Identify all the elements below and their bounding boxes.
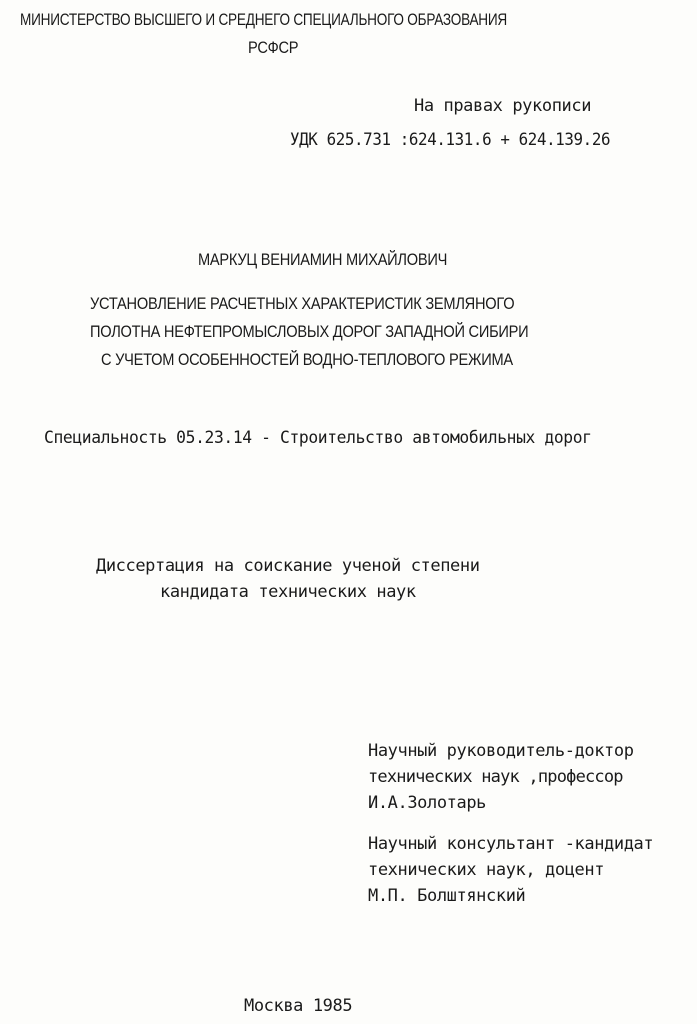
supervisor-line-3: И.А.Золотарь xyxy=(368,793,487,813)
author-name: МАРКУЦ ВЕНИАМИН МИХАЙЛОВИЧ xyxy=(198,250,448,269)
consultant-line-2: технических наук, доцент xyxy=(368,860,605,880)
consultant-line-1: Научный консультант -кандидат xyxy=(368,834,654,854)
manuscript-rights: На правах рукописи xyxy=(414,96,592,116)
udk-code: УДК 625.731 :624.131.6 + 624.139.26 xyxy=(290,130,611,150)
supervisor-line-1: Научный руководитель-доктор xyxy=(368,741,634,761)
specialty: Специальность 05.23.14 - Строительство автомобильных дорог xyxy=(44,428,592,448)
supervisor-line-2: технических наук ,профессор xyxy=(368,767,623,787)
dissertation-line-1: Диссертация на соискание ученой степени xyxy=(96,556,480,576)
ministry-line-2: РСФСР xyxy=(248,38,299,57)
city-year: Москва 1985 xyxy=(244,996,353,1016)
consultant-line-3: М.П. Болштянский xyxy=(368,886,526,906)
ministry-line-1: МИНИСТЕРСТВО ВЫСШЕГО И СРЕДНЕГО СПЕЦИАЛЬНОГО ОБРАЗОВАНИЯ xyxy=(20,10,507,29)
title-line-2: ПОЛОТНА НЕФТЕПРОМЫСЛОВЫХ ДОРОГ ЗАПАДНОЙ СИБИРИ xyxy=(90,322,529,341)
title-line-3: С УЧЕТОМ ОСОБЕННОСТЕЙ ВОДНО-ТЕПЛОВОГО РЕЖИМА xyxy=(101,350,513,369)
dissertation-line-2: кандидата технических наук xyxy=(160,582,416,602)
title-line-1: УСТАНОВЛЕНИЕ РАСЧЕТНЫХ ХАРАКТЕРИСТИК ЗЕМЛЯНОГО xyxy=(90,294,515,313)
